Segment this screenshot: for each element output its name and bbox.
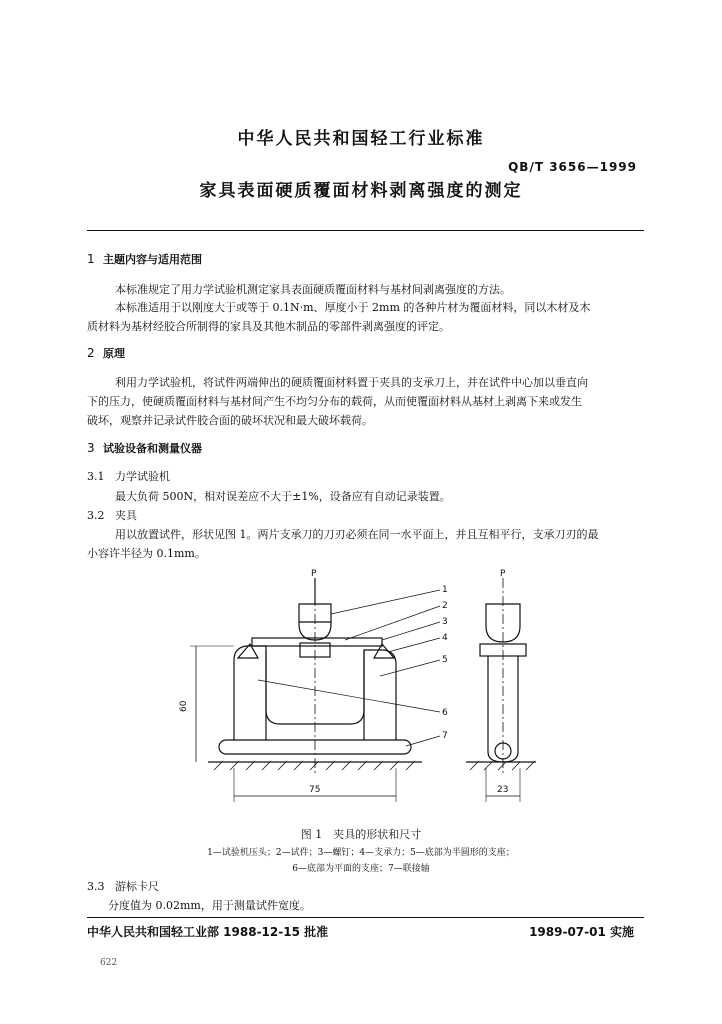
callout-4: 4 xyxy=(442,633,448,643)
section-2-line-1: 利用力学试验机，将试件两端伸出的硬质覆面材料置于夹具的支承刀上，并在试件中心加以垂直向 xyxy=(115,376,588,389)
callout-3: 3 xyxy=(442,617,448,627)
callout-6: 6 xyxy=(442,708,448,718)
callout-2: 2 xyxy=(442,601,448,611)
section-2-line-3: 破坏，观察并记录试件胶合面的破坏状况和最大破坏载荷。 xyxy=(87,414,373,427)
page-number: 622 xyxy=(100,958,118,968)
section-3-1-text: 最大负荷 500N，相对误差应不大于±1%，设备应有自动记录装置。 xyxy=(115,490,451,503)
load-label: P xyxy=(311,569,317,579)
standard-org-title: 中华人民共和国轻工行业标准 xyxy=(237,129,485,149)
callout-1: 1 xyxy=(442,585,448,595)
height-dimension: 60 xyxy=(179,700,189,712)
footer-rule xyxy=(87,917,644,918)
front-ground-hatch xyxy=(214,762,414,770)
section-1-heading: 1 主题内容与适用范围 xyxy=(87,252,202,266)
section-1-paragraph-2-line-2: 质材料为基材经胶合所制得的家具及其他木制品的零部件剥离强度的评定。 xyxy=(87,320,450,333)
section-2-line-2: 下的压力，使硬质覆面材料与基材间产生不均匀分布的载荷，从而使覆面材料从基材上剥离下来或发生 xyxy=(87,395,582,408)
figure-caption: 图 1 夹具的形状和尺寸 xyxy=(300,828,422,841)
section-3-3-heading: 3.3 游标卡尺 xyxy=(87,880,159,893)
section-3-2-line-1: 用以放置试件，形状见图 1。两片支承刀的刀刃必须在同一水平面上，并且互相平行，支承刀刃的最 xyxy=(115,528,599,541)
section-3-3-text: 分度值为 0.02mm，用于测量试件宽度。 xyxy=(108,899,311,912)
side-load-label: P xyxy=(500,569,506,579)
document-title: 家具表面硬质覆面材料剥离强度的测定 xyxy=(199,181,523,201)
specimen xyxy=(252,638,382,646)
section-3-1-heading: 3.1 力学试验机 xyxy=(87,470,170,483)
figure-legend-line-2: 6—底部为平面的支座；7—联接轴 xyxy=(292,864,430,874)
section-1-paragraph-1: 本标准规定了用力学试验机测定家具表面硬质覆面材料与基材间剥离强度的方法。 xyxy=(115,283,511,296)
section-3-2-line-2: 小容许半径为 0.1mm。 xyxy=(87,547,206,560)
callout-7: 7 xyxy=(442,731,448,741)
section-1-paragraph-2-line-1: 本标准适用于以刚度大于或等于 0.1N·m、厚度小于 2mm 的各种片材为覆面材料，同以木材及木 xyxy=(115,301,591,314)
approval-date: 中华人民共和国轻工业部 1988-12-15 批准 xyxy=(87,925,329,939)
section-3-heading: 3 试验设备和测量仪器 xyxy=(87,441,202,455)
section-3-2-heading: 3.2 夹具 xyxy=(87,509,137,522)
callout-5: 5 xyxy=(442,655,448,665)
width-dimension: 75 xyxy=(309,785,321,795)
side-width-dimension: 23 xyxy=(497,785,509,795)
right-support xyxy=(364,650,396,740)
section-2-heading: 2 原理 xyxy=(87,346,125,360)
implementation-date: 1989-07-01 实施 xyxy=(529,925,634,939)
standard-code: QB/T 3656—1999 xyxy=(508,160,637,174)
figure-legend-line-1: 1—试验机压头；2—试件；3—螺钉；4—支承力；5—底部为半圆形的支座； xyxy=(207,848,515,858)
left-support xyxy=(234,646,266,740)
